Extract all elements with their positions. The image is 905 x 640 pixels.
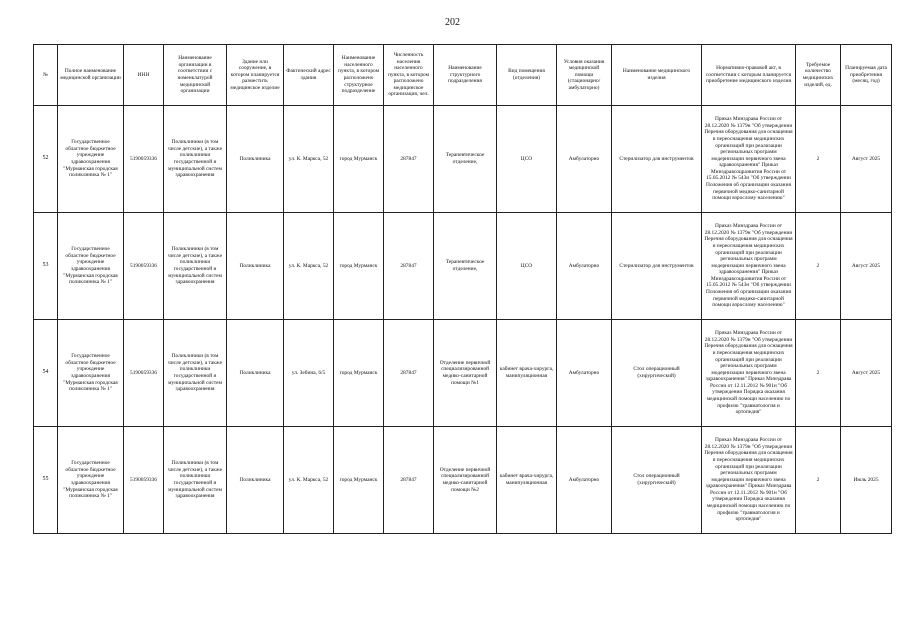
settlement: город Мурманск — [334, 213, 384, 320]
equipment-table — [33, 44, 892, 534]
quantity: 2 — [796, 213, 841, 320]
row-number: 52 — [34, 106, 58, 213]
purchase-date: Июль 2025 — [841, 427, 892, 534]
legal-act: Приказ Минздрава России от 28.12.2020 № 1379н "Об утверждении Перечня оборудования для оснащения и переоснащения медицинских организаций при реализации региональных программ модернизации первичного звена здравоохранения" Приказ Минздравсоцразвития России от 15.05.2012 № 543н "Об утверждении Положения об организации оказания первичной медико-санитарной помощи взрослому населению" — [702, 106, 796, 213]
quantity: 2 — [796, 320, 841, 427]
header-org-type: Наименование организации в соответствии с номенклатурой медицинской организации — [164, 45, 227, 106]
table-header-row — [34, 45, 892, 106]
header-population: Численность населения населенного пункта, в котором расположено медицинское организация, чел. — [384, 45, 434, 106]
inn: 5190059336 — [124, 106, 164, 213]
org-name: Государственное областное бюджетное учреждение здравоохранения "Мурманская городская поликлиника № 1" — [58, 427, 124, 534]
unit: Отделение первичной специализированной медико-санитарной помощи №2 — [434, 427, 497, 534]
room-type: ЦСО — [497, 106, 557, 213]
device: Стерилизатор для инструментов — [612, 213, 702, 320]
population: 287847 — [384, 213, 434, 320]
population: 287847 — [384, 106, 434, 213]
population: 287847 — [384, 320, 434, 427]
org-type: Поликлиники (в том числе детские), а также поликлиники государственной и муниципальной систем здравоохранения — [164, 320, 227, 427]
inn: 5190059336 — [124, 427, 164, 534]
table-row — [34, 106, 892, 213]
purchase-date: Август 2025 — [841, 213, 892, 320]
building: Поликлиника — [227, 320, 284, 427]
org-name: Государственное областное бюджетное учреждение здравоохранения "Мурманская городская поликлиника № 1" — [58, 213, 124, 320]
unit: Отделение первичной специализированной медико-санитарной помощи №1 — [434, 320, 497, 427]
inn: 5190059336 — [124, 320, 164, 427]
header-room-type: Вид помещения (отделения) — [497, 45, 557, 106]
conditions: Амбулаторно — [557, 320, 612, 427]
device: Стерилизатор для инструментов — [612, 106, 702, 213]
table-row — [34, 427, 892, 534]
conditions: Амбулаторно — [557, 427, 612, 534]
inn: 5190059336 — [124, 213, 164, 320]
legal-act: Приказ Минздрава России от 28.12.2020 № 1379н "Об утверждении Перечня оборудования для оснащения и переоснащения медицинских организаций при реализации региональных программ модернизации первичного звена здравоохранения" Приказ Минздравсоцразвития России от 15.05.2012 № 543н "Об утверждении Положения об организации оказания первичной медико-санитарной помощи взрослому населению" — [702, 213, 796, 320]
room-type: кабинет врача-хирурга, манипуляционная — [497, 427, 557, 534]
org-type: Поликлиники (в том числе детские), а также поликлиники государственной и муниципальной систем здравоохранения — [164, 106, 227, 213]
conditions: Амбулаторно — [557, 213, 612, 320]
building: Поликлиника — [227, 106, 284, 213]
header-building: Здание или сооружение, в котором планируется разместить медицинское изделие — [227, 45, 284, 106]
header-settlement: Наименование населенного пункта, в котором расположено структурное подразделение — [334, 45, 384, 106]
header-inn: ИНН — [124, 45, 164, 106]
population: 287847 — [384, 427, 434, 534]
header-address: Фактический адрес здания — [284, 45, 334, 106]
org-name: Государственное областное бюджетное учреждение здравоохранения "Мурманская городская поликлиника № 1" — [58, 320, 124, 427]
room-type: кабинет врача-хирурга, манипуляционная — [497, 320, 557, 427]
org-name: Государственное областное бюджетное учреждение здравоохранения "Мурманская городская поликлиника № 1" — [58, 106, 124, 213]
header-quantity: Требуемое количество медицинских изделий, ед. — [796, 45, 841, 106]
address: ул. К. Маркса, 52 — [284, 213, 334, 320]
page-number: 202 — [445, 17, 460, 28]
header-number: № — [34, 45, 58, 106]
header-org-name: Полное наименование медицинской организации — [58, 45, 124, 106]
header-device: Наименование медицинского изделия — [612, 45, 702, 106]
row-number: 54 — [34, 320, 58, 427]
table-row — [34, 320, 892, 427]
quantity: 2 — [796, 427, 841, 534]
settlement: город Мурманск — [334, 320, 384, 427]
header-date: Планируемая дата приобретения (месяц, год) — [841, 45, 892, 106]
conditions: Амбулаторно — [557, 106, 612, 213]
header-legal-act: Нормативно-правовой акт, в соответствии с которым планируется приобретение медицинского изделия — [702, 45, 796, 106]
legal-act: Приказ Минздрава России от 28.12.2020 № 1379н "Об утверждении Перечня оборудования для оснащения и переоснащения медицинских организаций при реализации региональных программ модернизации первичного звена здравоохранения" Приказ Минздрава России от 12.11.2012 № 901н "Об утверждении Порядка оказания медицинской помощи населению по профилю "травматология и ортопедия" — [702, 320, 796, 427]
building: Поликлиника — [227, 213, 284, 320]
purchase-date: Август 2025 — [841, 320, 892, 427]
device: Стол операционный (хирургический) — [612, 427, 702, 534]
settlement: город Мурманск — [334, 106, 384, 213]
settlement: город Мурманск — [334, 427, 384, 534]
header-conditions: Условия оказания медицинской помощи (стационарно/амбулаторно) — [557, 45, 612, 106]
room-type: ЦСО — [497, 213, 557, 320]
address: ул. Зебина, 6/5 — [284, 320, 334, 427]
row-number: 55 — [34, 427, 58, 534]
address: ул. К. Маркса, 52 — [284, 106, 334, 213]
unit: Терапевтическое отделение, — [434, 213, 497, 320]
row-number: 53 — [34, 213, 58, 320]
quantity: 2 — [796, 106, 841, 213]
purchase-date: Август 2025 — [841, 106, 892, 213]
legal-act: Приказ Минздрава России от 28.12.2020 № 1379н "Об утверждении Перечня оборудования для оснащения и переоснащения медицинских организаций при реализации региональных программ модернизации первичного звена здравоохранения" Приказ Минздрава России от 12.11.2012 № 901н "Об утверждении Порядка оказания медицинской помощи населению по профилю "травматология и ортопедия" — [702, 427, 796, 534]
device: Стол операционный (хирургический) — [612, 320, 702, 427]
header-unit: Наименование структурного подразделения — [434, 45, 497, 106]
org-type: Поликлиники (в том числе детские), а также поликлиники государственной и муниципальной систем здравоохранения — [164, 213, 227, 320]
unit: Терапевтическое отделение, — [434, 106, 497, 213]
address: ул. К. Маркса, 52 — [284, 427, 334, 534]
org-type: Поликлиники (в том числе детские), а также поликлиники государственной и муниципальной систем здравоохранения — [164, 427, 227, 534]
building: Поликлиника — [227, 427, 284, 534]
table-row — [34, 213, 892, 320]
